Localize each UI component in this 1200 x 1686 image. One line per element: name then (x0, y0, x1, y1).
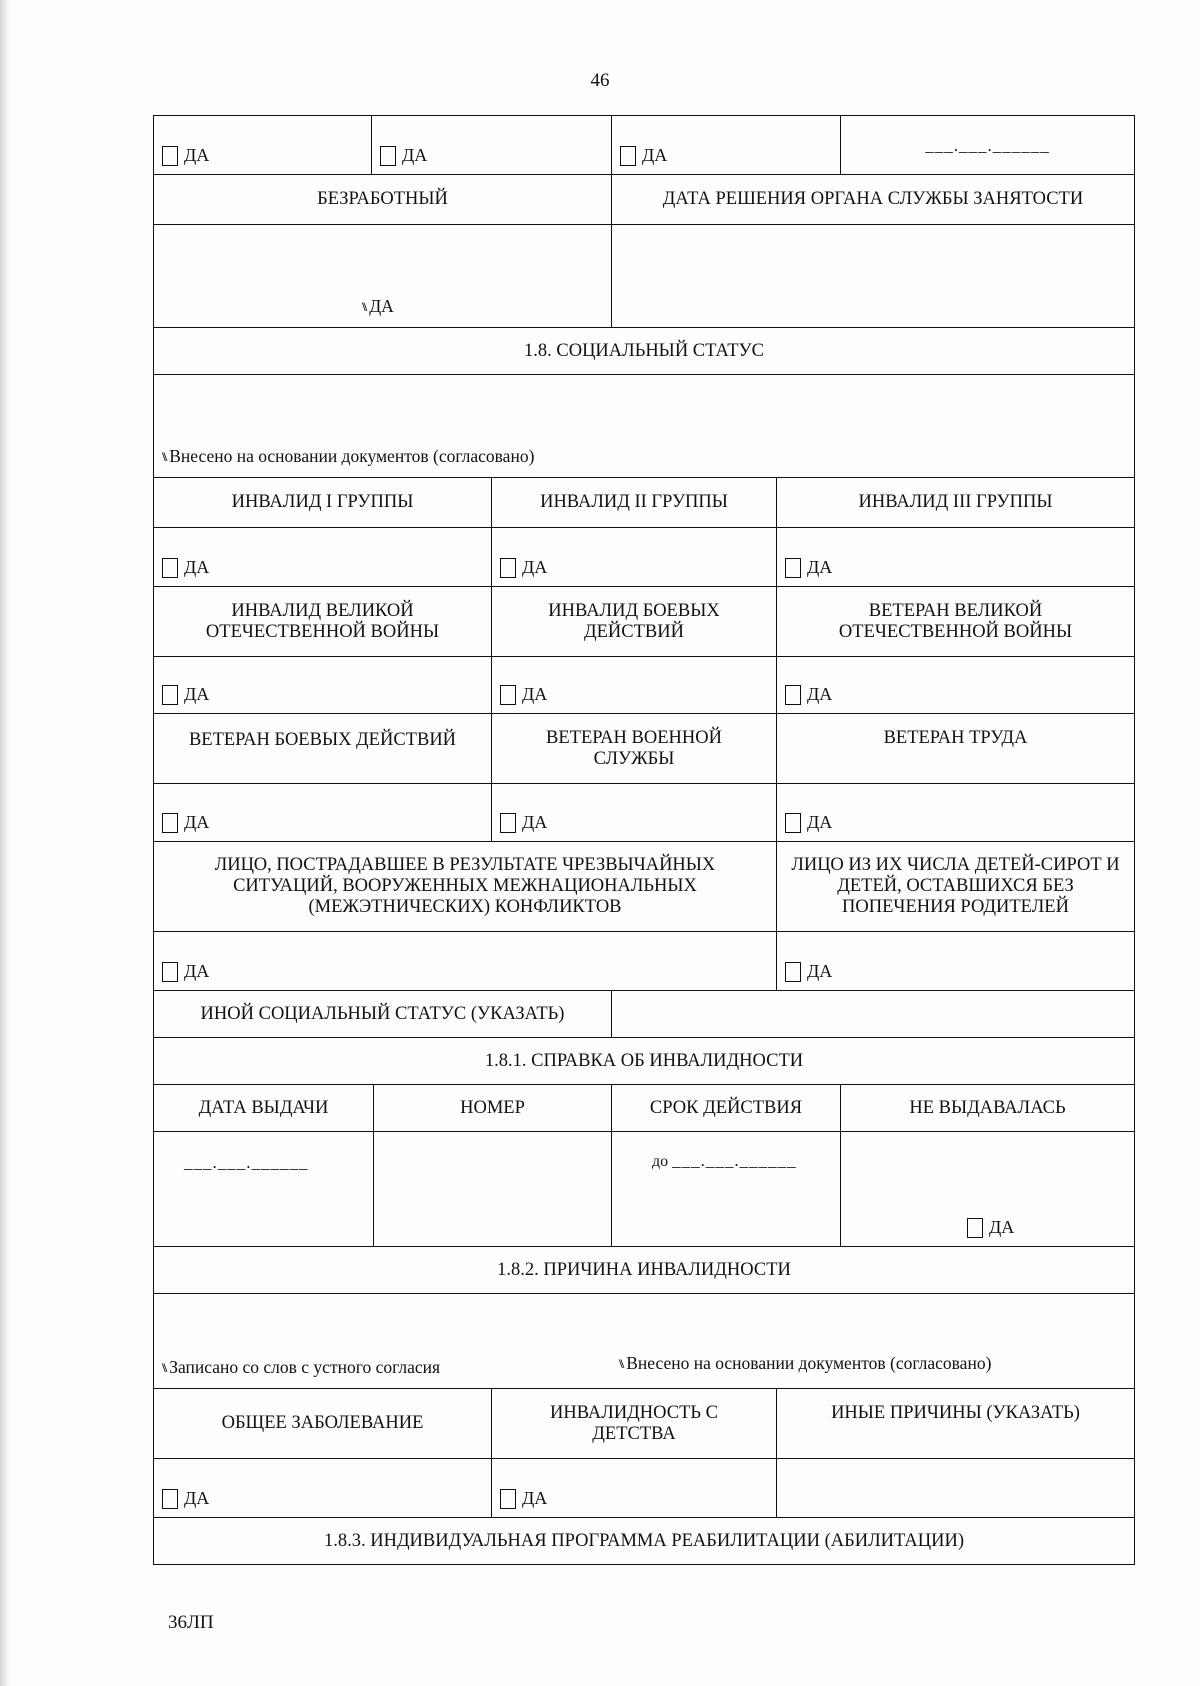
row-unemployed-values (153, 225, 1135, 328)
source-note: \\ Внесено на основании документов (согласовано) (162, 446, 535, 466)
row-special-statuses (153, 842, 1135, 932)
checkbox-icon (500, 685, 516, 705)
section-title: 1.8.1. СПРАВКА ОБ ИНВАЛИДНОСТИ (484, 1050, 804, 1071)
checkbox-icon (967, 1218, 983, 1238)
row-section-182 (153, 1247, 1135, 1294)
row-section-181 (153, 1038, 1135, 1085)
decision-date-label: ДАТА РЕШЕНИЯ ОРГАНА СЛУЖБЫ ЗАНЯТОСТИ (662, 189, 1084, 209)
issue-date-field[interactable]: ___.___.______ (154, 1132, 374, 1246)
row-war-statuses (153, 587, 1135, 657)
checkbox-icon (785, 685, 801, 705)
status-label: ИНВАЛИД ВЕЛИКОЙ ОТЕЧЕСТВЕННОЙ ВОЙНЫ (154, 587, 492, 656)
checkbox-icon (162, 146, 178, 166)
other-status-field[interactable] (612, 991, 1134, 1037)
section-title: 1.8.3. ИНДИВИДУАЛЬНАЯ ПРОГРАММА РЕАБИЛИТАЦИИ (АБИЛИТАЦИИ) (323, 1530, 965, 1551)
social-status-form (153, 115, 1135, 1565)
validity-field[interactable]: до ___.___.______ (612, 1132, 841, 1246)
checkbox-icon (500, 1489, 516, 1509)
yes-checkbox[interactable]: ДА (500, 557, 547, 578)
checkbox-icon (162, 813, 178, 833)
page-number: 46 (590, 70, 610, 91)
yes-checkbox[interactable]: ДА (380, 145, 427, 166)
yes-checkbox[interactable]: ДА (620, 145, 667, 166)
row-checks (153, 657, 1135, 714)
checkbox-icon (162, 685, 178, 705)
section-title: 1.8.2. ПРИЧИНА ИНВАЛИДНОСТИ (497, 1259, 791, 1280)
yes-checkbox[interactable]: ДА (162, 812, 209, 833)
unemployed-value (154, 225, 612, 327)
row-section-18 (153, 328, 1135, 375)
checkbox-icon (162, 962, 178, 982)
column-header: СРОК ДЕЙСТВИЯ (612, 1085, 841, 1131)
checkbox-icon (500, 813, 516, 833)
cell (372, 116, 612, 174)
row-section-18-note (153, 375, 1135, 478)
status-label: ЛИЦО, ПОСТРАДАВШЕЕ В РЕЗУЛЬТАТЕ ЧРЕЗВЫЧАЙНЫХ СИТУАЦИЙ, ВООРУЖЕННЫХ МЕЖНАЦИОНАЛЬНЫХ (МЕЖЭТНИЧЕСКИХ) КОНФЛИКТОВ (154, 842, 777, 931)
scan-edge (0, 0, 10, 1686)
status-label: ИНВАЛИД БОЕВЫХ ДЕЙСТВИЙ (492, 587, 777, 656)
row-section-183 (153, 1518, 1135, 1565)
row-checks (153, 528, 1135, 587)
tick-mark-icon: \\ (162, 449, 166, 464)
status-label: ВЕТЕРАН ВЕЛИКОЙ ОТЕЧЕСТВЕННОЙ ВОЙНЫ (838, 600, 1073, 642)
row-checks (153, 1459, 1135, 1518)
row-checks (153, 932, 1135, 991)
unemployed-label: БЕЗРАБОТНЫЙ (154, 175, 612, 224)
column-header: ОБЩЕЕ ЗАБОЛЕВАНИЕ (154, 1389, 492, 1458)
checkbox-icon (620, 146, 636, 166)
row-disability-groups (153, 478, 1135, 528)
status-label: ЛИЦО ИЗ ИХ ЧИСЛА ДЕТЕЙ-СИРОТ И ДЕТЕЙ, ОСТАВШИХСЯ БЕЗ ПОПЕЧЕНИЯ РОДИТЕЛЕЙ (791, 855, 1120, 917)
cell (154, 116, 372, 174)
oral-consent-note: \\ Записано со слов с устного согласия (162, 1357, 441, 1377)
cell (612, 116, 841, 174)
row-unemployed-header (153, 175, 1135, 225)
yes-checkbox[interactable]: ДА (162, 684, 209, 705)
yes-checkbox[interactable]: ДА (500, 684, 547, 705)
yes-checkbox[interactable]: ДА (162, 145, 209, 166)
checkbox-icon (785, 962, 801, 982)
not-issued-checkbox[interactable]: ДА (967, 1217, 1014, 1238)
row-checks (153, 784, 1135, 842)
date-field[interactable]: ___.___.______ (925, 135, 1050, 155)
status-label: ВЕТЕРАН БОЕВЫХ ДЕЙСТВИЙ (154, 714, 492, 783)
other-causes-field[interactable] (777, 1459, 1134, 1517)
checkbox-icon (785, 813, 801, 833)
row-certificate-values (153, 1132, 1135, 1247)
tick-mark-icon: \\ (162, 1360, 166, 1375)
yes-checkbox[interactable]: ДА (785, 961, 832, 982)
checkbox-icon (162, 558, 178, 578)
column-header: НОМЕР (374, 1085, 612, 1131)
row-other-status (153, 991, 1135, 1038)
status-label: ВЕТЕРАН ТРУДА (883, 728, 1028, 748)
checkbox-icon (500, 558, 516, 578)
number-field[interactable] (374, 1132, 612, 1246)
status-label: ИНОЙ СОЦИАЛЬНЫЙ СТАТУС (УКАЗАТЬ) (154, 991, 612, 1037)
tick-mark-icon: \\ (362, 299, 366, 314)
row-yes-checks (153, 115, 1135, 175)
yes-checkbox[interactable]: ДА (162, 557, 209, 578)
checkbox-icon (785, 558, 801, 578)
yes-checkbox[interactable]: ДА (162, 1488, 209, 1509)
column-header: НЕ ВЫДАВАЛАСЬ (909, 1097, 1066, 1118)
unemployed-yes[interactable]: \\ ДА (362, 296, 394, 316)
footer-code: 36ЛП (168, 1612, 214, 1633)
documents-note: \\ Внесено на основании документов (согласовано) (619, 1353, 992, 1373)
yes-checkbox[interactable]: ДА (785, 684, 832, 705)
yes-checkbox[interactable]: ДА (500, 1488, 547, 1509)
column-header: ИНВАЛИДНОСТЬ С ДЕТСТВА (492, 1389, 777, 1458)
row-section-182-notes (153, 1294, 1135, 1389)
status-label: ИНВАЛИД III ГРУППЫ (858, 492, 1053, 512)
status-label: ИНВАЛИД II ГРУППЫ (492, 478, 777, 527)
yes-checkbox[interactable]: ДА (785, 812, 832, 833)
tick-mark-icon: \\ (619, 1356, 623, 1371)
yes-checkbox[interactable]: ДА (785, 557, 832, 578)
yes-checkbox[interactable]: ДА (500, 812, 547, 833)
decision-date-value[interactable] (612, 225, 1134, 327)
column-header: ДАТА ВЫДАЧИ (154, 1085, 374, 1131)
checkbox-icon (162, 1489, 178, 1509)
section-title: 1.8. СОЦИАЛЬНЫЙ СТАТУС (524, 340, 764, 361)
status-label: ИНВАЛИД I ГРУППЫ (154, 478, 492, 527)
row-cause-headers (153, 1389, 1135, 1459)
status-label: ВЕТЕРАН ВОЕННОЙ СЛУЖБЫ (492, 714, 777, 783)
yes-checkbox[interactable]: ДА (162, 961, 209, 982)
checkbox-icon (380, 146, 396, 166)
row-certificate-headers (153, 1085, 1135, 1132)
row-veteran-statuses (153, 714, 1135, 784)
column-header: ИНЫЕ ПРИЧИНЫ (УКАЗАТЬ) (831, 1403, 1080, 1423)
